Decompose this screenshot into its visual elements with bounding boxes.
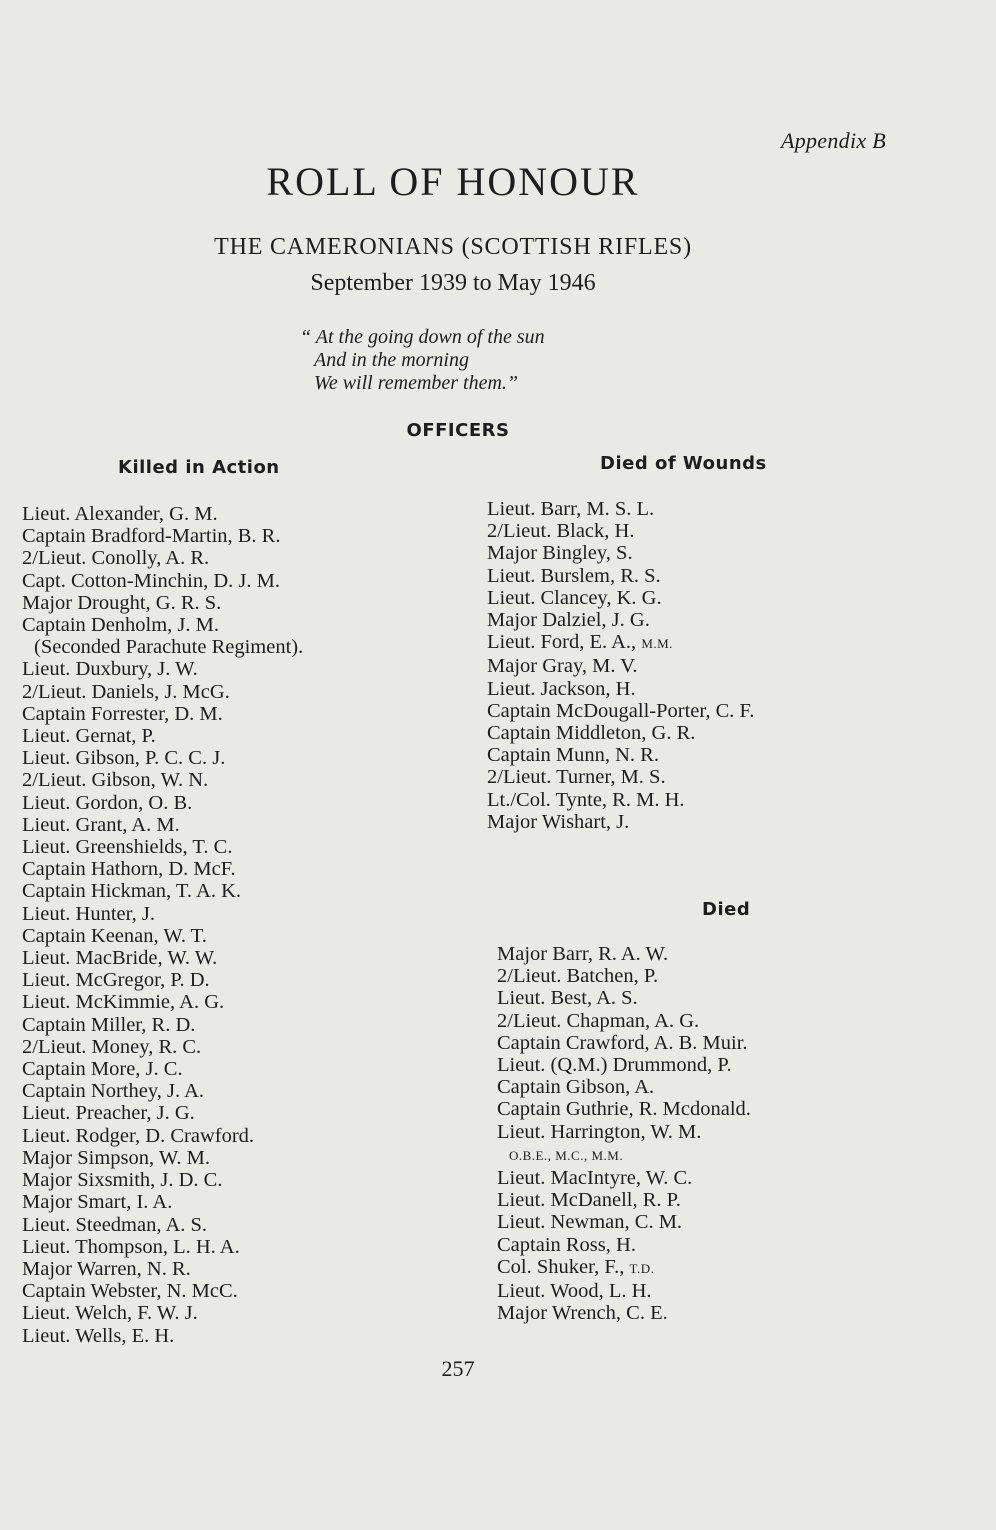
roll-entry: [497, 965, 751, 987]
roll-entry: [497, 943, 751, 965]
roll-entry: [497, 1167, 751, 1189]
roll-entry: [22, 1036, 303, 1058]
decoration-postnominal: T.D.: [629, 1260, 655, 1276]
died-list: [497, 943, 751, 1324]
entry-name: Major Warren, N. R.: [22, 1257, 191, 1280]
roll-entry: [22, 1191, 303, 1213]
roll-entry: [487, 744, 754, 766]
entry-name: Lieut. McDanell, R. P.: [497, 1189, 681, 1212]
entry-name: Lt./Col. Tynte, R. M. H.: [487, 788, 685, 811]
roll-entry: [487, 631, 754, 655]
entry-name: Captain Hickman, T. A. K.: [22, 880, 242, 903]
roll-entry: [22, 814, 303, 836]
entry-name: Lieut. Newman, C. M.: [497, 1211, 683, 1234]
entry-name: Captain Northey, J. A.: [22, 1080, 205, 1103]
roll-entry: [487, 766, 754, 788]
roll-entry: [22, 836, 303, 858]
entry-name: Lieut. Ford, E. A.,: [487, 631, 637, 654]
roll-entry: [487, 678, 754, 700]
roll-entry: [22, 1058, 303, 1080]
entry-name: 2/Lieut. Black, H.: [487, 520, 635, 543]
roll-entry: [22, 658, 303, 680]
entry-name: Captain Guthrie, R. Mcdonald.: [497, 1098, 751, 1121]
roll-entry: [487, 700, 754, 722]
roll-entry: [487, 609, 754, 631]
roll-entry: [487, 498, 754, 520]
entry-name: Lieut. Preacher, J. G.: [22, 1102, 195, 1125]
roll-entry: [497, 1076, 751, 1098]
entry-name: Captain Miller, R. D.: [22, 1013, 196, 1036]
roll-entry: [22, 1236, 303, 1258]
roll-entry: [497, 1280, 751, 1302]
page-number: 257: [441, 1356, 475, 1381]
roll-entry: [487, 520, 754, 542]
roll-entry: [22, 725, 303, 747]
entry-name: Captain McDougall-Porter, C. F.: [487, 699, 755, 722]
entry-name: Lieut. Burslem, R. S.: [487, 564, 661, 587]
entry-name: Lieut. Wood, L. H.: [497, 1280, 652, 1303]
roll-entry: [22, 1102, 303, 1124]
roll-entry: [497, 1234, 751, 1256]
entry-name: Lieut. Duxbury, J. W.: [22, 658, 198, 681]
roll-entry: [487, 811, 754, 833]
roll-entry: [487, 722, 754, 744]
died-of-wounds-list: [487, 498, 754, 833]
entry-name: Lieut. Barr, M. S. L.: [487, 498, 655, 520]
roll-entry: [497, 1211, 751, 1233]
entry-name: 2/Lieut. Turner, M. S.: [487, 766, 666, 789]
entry-name: Captain Gibson, A.: [497, 1076, 655, 1099]
entry-name: Lieut. Clancey, K. G.: [487, 586, 662, 609]
roll-entry: [22, 1147, 303, 1169]
epigraph-line: And in the morning: [314, 349, 469, 371]
entry-name: Major Dalziel, J. G.: [487, 609, 650, 632]
entry-name: (Seconded Parachute Regiment).: [34, 636, 304, 659]
date-range: September 1939 to May 1946: [310, 270, 596, 296]
entry-name: Lieut. MacBride, W. W.: [22, 947, 218, 970]
entry-name: Lieut. Harrington, W. M.: [497, 1120, 702, 1143]
roll-entry: [22, 769, 303, 791]
entry-name: Captain Webster, N. McC.: [22, 1280, 238, 1303]
died-of-wounds-heading: Died of Wounds: [600, 453, 767, 474]
entry-name: Lieut. Gordon, O. B.: [22, 791, 193, 814]
entry-name: Captain Munn, N. R.: [487, 744, 659, 767]
entry-name: Lieut. Steedman, A. S.: [22, 1213, 208, 1236]
entry-name: Captain Forrester, D. M.: [22, 702, 223, 725]
roll-entry: [497, 987, 751, 1009]
roll-entry: [22, 1302, 303, 1324]
entry-name: Lieut. Grant, A. M.: [22, 813, 180, 836]
roll-entry: [497, 1010, 751, 1032]
roll-entry: [497, 1121, 751, 1143]
entry-name: Lieut. Gibson, P. C. C. J.: [22, 747, 226, 770]
entry-name: 2/Lieut. Money, R. C.: [22, 1035, 202, 1058]
entry-name: Capt. Cotton-Minchin, D. J. M.: [22, 569, 280, 592]
roll-entry: [487, 655, 754, 677]
entry-name: Captain Keenan, W. T.: [22, 924, 207, 947]
roll-entry: [22, 903, 303, 925]
roll-entry: [22, 1169, 303, 1191]
entry-name: 2/Lieut. Batchen, P.: [497, 965, 659, 988]
entry-name: Captain Crawford, A. B. Muir.: [497, 1031, 748, 1054]
roll-entry: [22, 1214, 303, 1236]
page-title: ROLL OF HONOUR: [266, 159, 640, 204]
entry-name: Major Sixsmith, J. D. C.: [22, 1169, 223, 1192]
killed-in-action-heading: Killed in Action: [118, 457, 280, 478]
roll-entry: [497, 1032, 751, 1054]
entry-name: Lieut. Wells, E. H.: [22, 1324, 175, 1347]
entry-name: Lieut. (Q.M.) Drummond, P.: [497, 1054, 732, 1077]
entry-name: Major Wrench, C. E.: [497, 1302, 668, 1325]
roll-entry: [22, 925, 303, 947]
entry-name: Captain Denholm, J. M.: [22, 614, 220, 637]
roll-entry: [22, 947, 303, 969]
roll-entry: [487, 565, 754, 587]
entry-name: Lieut. Alexander, G. M.: [22, 503, 218, 525]
entry-name: Major Gray, M. V.: [487, 655, 638, 678]
roll-entry: [487, 789, 754, 811]
roll-entry: [22, 614, 303, 636]
roll-entry: [22, 880, 303, 902]
roll-entry: [487, 542, 754, 564]
decoration-postnominal: O.B.E., M.C., M.M.: [509, 1147, 624, 1163]
roll-entry: [497, 1143, 751, 1167]
entry-name: Major Smart, I. A.: [22, 1191, 173, 1214]
entry-name: Major Simpson, W. M.: [22, 1146, 210, 1169]
entry-name: Lieut. McGregor, P. D.: [22, 969, 210, 992]
killed-in-action-list: [22, 503, 303, 1347]
epigraph: [300, 326, 545, 395]
entry-name: Lieut. Rodger, D. Crawford.: [22, 1124, 255, 1147]
entry-name: Col. Shuker, F.,: [497, 1255, 625, 1278]
roll-entry: [22, 503, 303, 525]
entry-name: 2/Lieut. Conolly, A. R.: [22, 547, 210, 570]
entry-name: Major Barr, R. A. W.: [497, 943, 669, 965]
roll-entry: [22, 1125, 303, 1147]
roll-entry: [22, 991, 303, 1013]
roll-entry: [22, 592, 303, 614]
roll-entry: [22, 525, 303, 547]
roll-entry: [22, 858, 303, 880]
roll-entry: [497, 1189, 751, 1211]
entry-name: Lieut. Best, A. S.: [497, 987, 638, 1010]
roll-entry: [22, 792, 303, 814]
entry-name: Lieut. McKimmie, A. G.: [22, 991, 225, 1014]
entry-name: 2/Lieut. Daniels, J. McG.: [22, 680, 230, 703]
entry-name: 2/Lieut. Gibson, W. N.: [22, 769, 209, 792]
entry-name: Lieut. Greenshields, T. C.: [22, 836, 233, 859]
entry-name: Lieut. Jackson, H.: [487, 677, 636, 700]
entry-name: Captain Hathorn, D. McF.: [22, 858, 236, 881]
roll-entry: [22, 547, 303, 569]
roll-entry: [497, 1302, 751, 1324]
entry-name: 2/Lieut. Chapman, A. G.: [497, 1009, 700, 1032]
roll-entry: [22, 1280, 303, 1302]
entry-name: Captain More, J. C.: [22, 1058, 183, 1081]
roll-entry: [22, 1014, 303, 1036]
roll-entry: [22, 681, 303, 703]
roll-entry: [497, 1256, 751, 1280]
entry-name: Captain Middleton, G. R.: [487, 722, 696, 745]
roll-entry: [22, 969, 303, 991]
roll-entry: [22, 1080, 303, 1102]
roll-entry: [22, 703, 303, 725]
entry-name: Lieut. Thompson, L. H. A.: [22, 1235, 240, 1258]
entry-name: Lieut. Gernat, P.: [22, 725, 156, 748]
epigraph-line: “ At the going down of the sun: [300, 326, 545, 348]
roll-entry: [22, 1258, 303, 1280]
entry-name: Major Wishart, J.: [487, 810, 630, 833]
appendix-label: Appendix B: [780, 128, 886, 153]
entry-name: Lieut. MacIntyre, W. C.: [497, 1167, 693, 1190]
roll-entry: [22, 747, 303, 769]
entry-name: Captain Bradford-Martin, B. R.: [22, 525, 281, 548]
roll-entry: [22, 1325, 303, 1347]
roll-entry: [22, 636, 303, 658]
entry-name: Lieut. Hunter, J.: [22, 902, 155, 925]
roll-entry: [487, 587, 754, 609]
died-heading: Died: [702, 899, 751, 920]
roll-entry: [497, 1054, 751, 1076]
entry-name: Major Drought, G. R. S.: [22, 591, 222, 614]
roll-entry: [22, 570, 303, 592]
entry-name: Captain Ross, H.: [497, 1233, 636, 1256]
entry-name: Major Bingley, S.: [487, 542, 633, 565]
regiment-name: THE CAMERONIANS (SCOTTISH RIFLES): [214, 234, 692, 260]
officers-heading: OFFICERS: [406, 420, 510, 441]
roll-entry: [497, 1098, 751, 1120]
decoration-postnominal: M.M.: [641, 636, 673, 652]
epigraph-line: We will remember them.”: [314, 372, 519, 394]
entry-name: Lieut. Welch, F. W. J.: [22, 1302, 198, 1325]
